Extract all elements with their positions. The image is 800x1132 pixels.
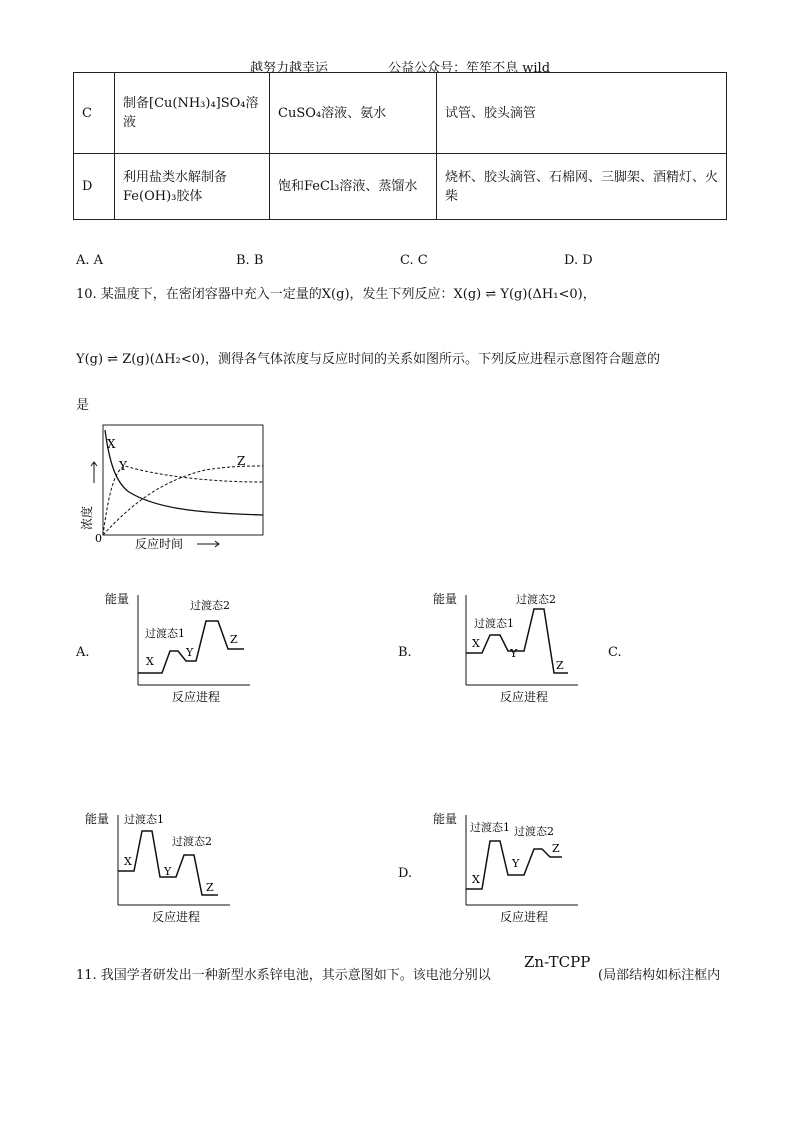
ts1-label: 过渡态1 — [124, 813, 164, 826]
ts2-label: 过渡态2 — [516, 593, 556, 606]
species-z: Z — [230, 633, 238, 646]
row-reagents: 饱和FeCl₃溶液、蒸馏水 — [270, 154, 437, 220]
ts1-label: 过渡态1 — [470, 821, 510, 834]
q11-tail: (局部结构如标注框内 — [598, 968, 721, 983]
x-label: 反应进程 — [172, 690, 221, 704]
ts2-label: 过渡态2 — [190, 599, 230, 612]
y-label: 能量 — [85, 812, 110, 826]
species-z: Z — [556, 659, 564, 672]
y-label: 能量 — [433, 592, 458, 606]
row-label: C — [74, 73, 115, 154]
option-c-label[interactable]: C. — [608, 645, 622, 660]
row-reagents: CuSO₄溶液、氨水 — [270, 73, 437, 154]
y-label: 能量 — [433, 812, 458, 826]
q10-line2: Y(g) ⇌ Z(g)(ΔH₂<0)，测得各气体浓度与反应时间的关系如图所示。下列反应进程示意图符合题意的 — [76, 352, 660, 367]
q11-text: 11. 我国学者研发出一种新型水系锌电池，其示意图如下。该电池分别以 — [76, 968, 491, 983]
species-y: Y — [512, 857, 520, 870]
table-row — [74, 154, 727, 220]
ts2-label: 过渡态2 — [514, 825, 554, 838]
label-y: Y — [119, 459, 127, 473]
energy-diagram-a — [100, 585, 270, 710]
species-y: Y — [164, 865, 172, 878]
ts1-label: 过渡态1 — [145, 627, 185, 640]
choice-d[interactable]: D. D — [564, 253, 593, 268]
energy-diagram-b — [428, 585, 598, 710]
choice-b[interactable]: B. B — [236, 253, 264, 268]
x-label: 反应进程 — [500, 910, 549, 924]
q10-line1: 10. 某温度下，在密闭容器中充入一定量的X(g)，发生下列反应：X(g) ⇌ Y(g)(ΔH₁<0)， — [76, 287, 596, 302]
purpose-text: 制备[Cu(NH₃)₄]SO₄溶液 — [123, 96, 259, 130]
row-purpose: 利用盐类水解制备Fe(OH)₃胶体 — [115, 154, 270, 220]
curve-x — [105, 430, 263, 515]
species-x: X — [124, 855, 132, 868]
header-left: 越努力越幸运 — [249, 61, 328, 76]
species-y: Y — [186, 646, 194, 659]
option-a-label[interactable]: A. — [76, 645, 90, 660]
curve-y — [103, 466, 263, 535]
q10-line3: 是 — [76, 398, 90, 413]
species-y: Y — [510, 647, 518, 660]
energy-diagram-d — [428, 805, 598, 930]
x-arrow — [197, 541, 219, 547]
x-label: 反应进程 — [152, 910, 201, 924]
x-axis-label: 反应时间 — [135, 537, 184, 551]
y-label: 能量 — [105, 592, 130, 606]
label-x: X — [107, 437, 116, 451]
y-axis-label: 浓度 — [80, 505, 94, 530]
species-x: X — [472, 637, 480, 650]
chart-frame — [103, 425, 263, 535]
header-right: 公益公众号：笙笙不息 wild — [388, 61, 551, 76]
species-z: Z — [206, 881, 214, 894]
table-row — [74, 73, 727, 154]
choice-a[interactable]: A. A — [76, 253, 104, 268]
species-x: X — [472, 873, 480, 886]
q11-formula: Zn-TCPP — [524, 953, 591, 971]
row-apparatus: 试管、胶头滴管 — [437, 73, 727, 154]
origin-label: 0 — [95, 532, 102, 545]
choice-c[interactable]: C. C — [400, 253, 428, 268]
ts2-label: 过渡态2 — [172, 835, 212, 848]
x-label: 反应进程 — [500, 690, 549, 704]
species-x: X — [146, 655, 154, 668]
row-apparatus: 烧杯、胶头滴管、石棉网、三脚架、酒精灯、火柴 — [437, 154, 727, 220]
row-label: D — [74, 154, 115, 220]
experiment-table — [73, 72, 727, 220]
y-arrow — [91, 462, 97, 483]
option-d-label[interactable]: D. — [398, 866, 413, 881]
curve-z — [103, 466, 263, 535]
option-b-label[interactable]: B. — [398, 645, 412, 660]
concentration-chart — [80, 420, 275, 555]
species-z: Z — [552, 842, 560, 855]
ts1-label: 过渡态1 — [474, 617, 514, 630]
row-purpose — [115, 73, 270, 154]
label-z: Z — [237, 454, 246, 468]
energy-diagram-c — [80, 805, 250, 930]
